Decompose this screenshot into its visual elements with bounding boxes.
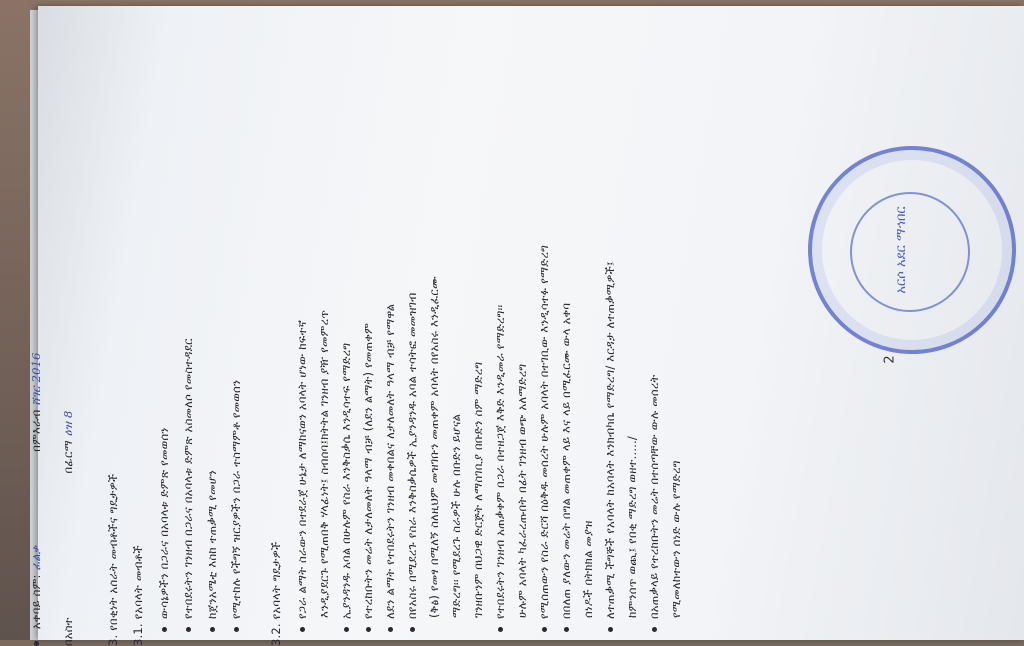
list-item: ማድረግ፡፡ የሚደረጉ ስራዎች ሁሉ በቡድን ይሆናል [449, 413, 463, 618]
list-item: የተረከቡትን መሬት ለታለመለት ዓላማ ብቻ (ለደን ልማት) የመጠቀም [361, 323, 376, 632]
section-3-2-title: 3.2. የአባላት ግዴታዎች [269, 541, 283, 646]
list-item: ውሳኔዎችን በጋራና በአባላቱ ድምጽ የመወሰን [157, 427, 172, 632]
list-item: (ቅፅ) የመፃ በሚለኝ ስለዚህም መዝገቡን መጠቀም አባላት በየአስሩ እንዲፈርሙ [427, 276, 441, 618]
section-3-title: 3. የበቂነት አሰራት መብቶችና ግዴታዎች [106, 473, 120, 646]
list-item: እንዲያደርጉ የሚጠበቅ ሃላፊነት፤ ስብሰባ፤ክትትል ገንዘብ ያዥ የመምረጥ [317, 309, 331, 618]
list-item: የሚመለከተውን ሰነድ ውሉ የማድረግ [669, 460, 683, 618]
list-item: ከምንሰጥ ወጪ፤ የበቂ ማድረግ ወዘተ...../ [625, 436, 639, 618]
bullet-icon [34, 641, 39, 646]
list-item: በአጠቃላይ የተረከቡትን መሬት በተሰጣቸው ውሉ መሰረት [647, 375, 662, 632]
list-item: ሁሉም አባላት ካፈራረጡበት በፊት ገንዘብ ወጭ አለማድረግ [515, 363, 529, 618]
list-item: ከጀንአሜቲ እስከ ተጠቃሚ የመሆን [205, 470, 220, 632]
header-value-d: ዕዝ 8 [61, 410, 75, 437]
stamp-text: አርሶ አደር ማኅበር [894, 206, 909, 294]
list-item: በበለጠ ያለውን መሬት በግል መጠቀም ላይ እና ላይ በሚፈርሙ ውላ አቀባ [559, 303, 574, 632]
header-label-c: በአስተ [61, 617, 75, 646]
list-item: የሚሰጠውን የስራ ድርሻ በዕቅዱ መሰረት ሁሉም አባላት በተገቢው እንዲሳተፉ የማድረግ [537, 245, 552, 632]
official-stamp [808, 146, 1016, 354]
list-item: ገንዘቡንም በህጋዊ ድርጅት ለማስገቢያ በቡድን ስም ማድረግ [471, 361, 485, 618]
header-label-a: አቀባይ ስም: [29, 574, 43, 630]
section-3-1-title: 3.1. የአባላት መብቶች [131, 545, 145, 646]
list-item: ለደን ልማት የተበደሩትን ገንዘብ መቀበልና ለታለመለት ዓላማ ብቻ የማዋል [383, 304, 398, 632]
list-item: ሰነዶች በትክክል መያዝ [581, 520, 595, 618]
list-item: ኢያንዳንዱ አባል በሁሉም የስራ እንቅስቃሴ እንዲሳተፍ የማድረግ [339, 343, 354, 632]
list-item: በየአስሩ በሚደረጉ የስራ እንቅስቃሴዎች ኢያንዳንዱ አባል ተሳትፎ መመዝገብ [405, 293, 420, 632]
list-item: ለተጠቃሚ ችግኞች የአባላት ከአባላት እንክብካቤ የማድረግ/ እርዳታ ለተጠቃሚዎች፤ [603, 261, 618, 632]
header-label-b: በምእራብ [29, 409, 43, 452]
header-value-a: ፈልቃ [29, 545, 43, 571]
stamp-inner-ring [850, 192, 970, 312]
page-number: 2 [882, 355, 898, 364]
header-row-2 [61, 411, 76, 646]
document-page [29, 6, 1024, 646]
header-value-b: ሸገር 2016 [29, 352, 43, 406]
list-item: የጋራ ልማት ስራውን በተደራጀ ሁኔታ ለማከናወን አባላት ሆነው ከፍተኛ [295, 320, 310, 632]
header-row-1 [29, 352, 44, 646]
list-item: የተበደሩትን ገንዘብ አጠቃቀም በጋራ በተዘጋጀ እቅድ እንዲመራ የማድረግ፡፡ [493, 305, 508, 632]
document-content [11, 6, 911, 646]
list-item: የሚተከሉ የችግኝ ዝርያዎችን በጋራ ተስማምቶ የመወሰን [229, 380, 244, 632]
header-label-d: በፊርማ [61, 440, 75, 474]
list-item: የተበደሩትን ገንዘብ በጋራና በአባላቱ ድምጽ አስመለሶ የመስተዳደር [181, 338, 196, 632]
